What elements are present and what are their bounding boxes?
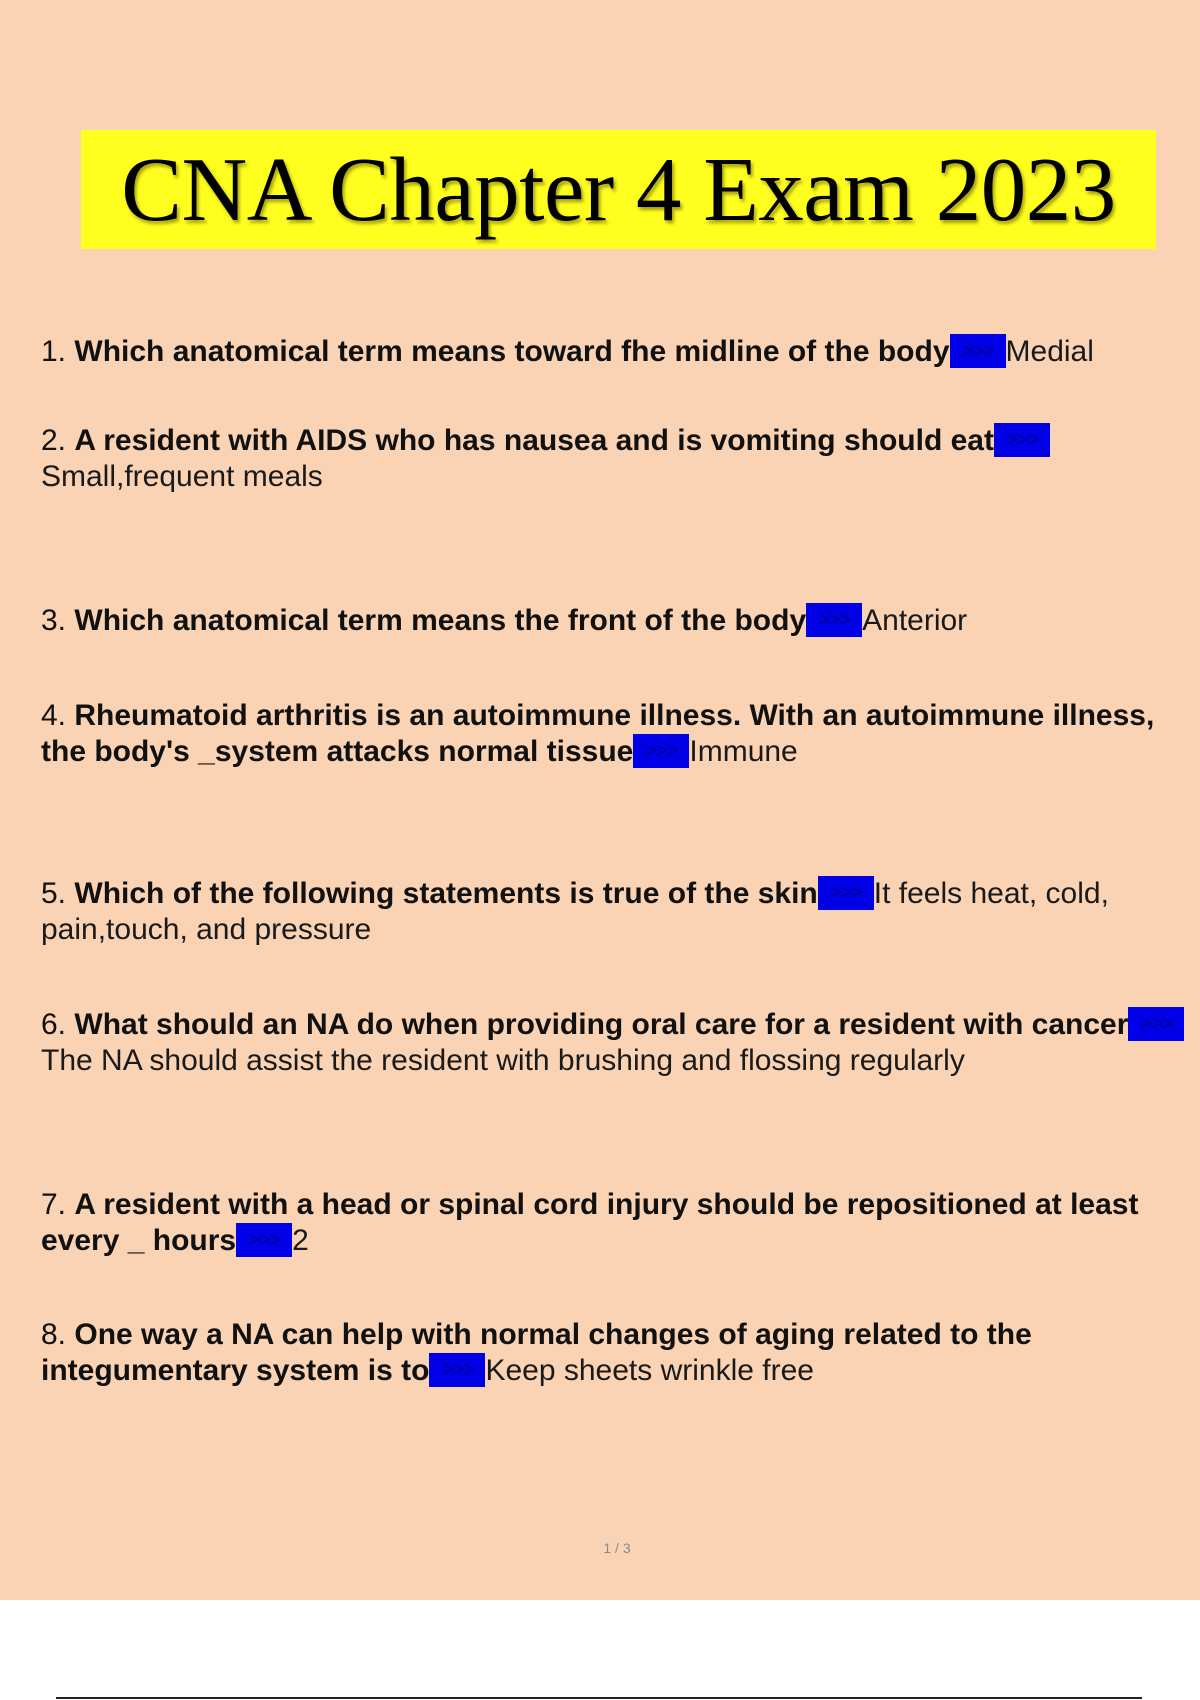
question-item [41,1007,1191,1079]
question-text: What should an NA do when providing oral care for a resident with cancer [74,1008,1129,1041]
title-highlight [81,130,1156,249]
question-text: Which anatomical term means the front of the body [74,604,807,637]
question-text: Which anatomical term means toward fhe midline of the body [74,335,950,368]
bottom-divider [56,1697,1142,1699]
question-text: A resident with a head or spinal cord injury should be repositioned at least every _ hours [41,1188,1139,1257]
question-number: 6. [41,1008,67,1041]
answer-text: Keep sheets wrinkle free [485,1354,814,1387]
answer-text: Small,frequent meals [41,460,323,493]
answer-text: It feels heat, cold, pain,touch, and pressure [41,877,1109,946]
question-text: A resident with AIDS who has nausea and is vomiting should eat [74,424,994,457]
question-item [41,1317,1191,1389]
answer-separator: >>> [1128,1007,1184,1041]
question-item [41,876,1191,948]
question-text: Rheumatoid arthritis is an autoimmune illness. With an autoimmune illness, the body's _system attacks normal tissue [41,699,1155,768]
answer-separator: >>> [950,334,1006,368]
answer-separator: >>> [806,603,862,637]
question-item [41,1187,1191,1259]
answer-separator: >>> [818,876,874,910]
question-text: Which of the following statements is true of the skin [74,877,818,910]
question-number: 1. [41,335,67,368]
answer-text: Medial [1005,335,1094,368]
question-item [41,698,1191,770]
question-number: 3. [41,604,67,637]
answer-separator: >>> [236,1223,292,1257]
answer-text: 2 [292,1224,309,1257]
question-item [41,603,1191,639]
question-number: 7. [41,1188,67,1221]
answer-text: Anterior [862,604,968,637]
answer-text: Immune [689,735,798,768]
document-title: CNA Chapter 4 Exam 2023 [121,139,1116,240]
question-item [41,334,1191,370]
answer-separator: >>> [633,734,689,768]
page-indicator: 1 / 3 [603,1540,631,1556]
question-number: 5. [41,877,67,910]
question-text: One way a NA can help with normal changes of aging related to the integumentary system is to [41,1318,1032,1387]
question-number: 8. [41,1318,67,1351]
question-number: 2. [41,424,67,457]
answer-text: The NA should assist the resident with brushing and flossing regularly [41,1044,965,1077]
answer-separator: >>> [429,1353,485,1387]
answer-separator: >>> [994,423,1050,457]
question-item [41,423,1191,495]
question-number: 4. [41,699,67,732]
